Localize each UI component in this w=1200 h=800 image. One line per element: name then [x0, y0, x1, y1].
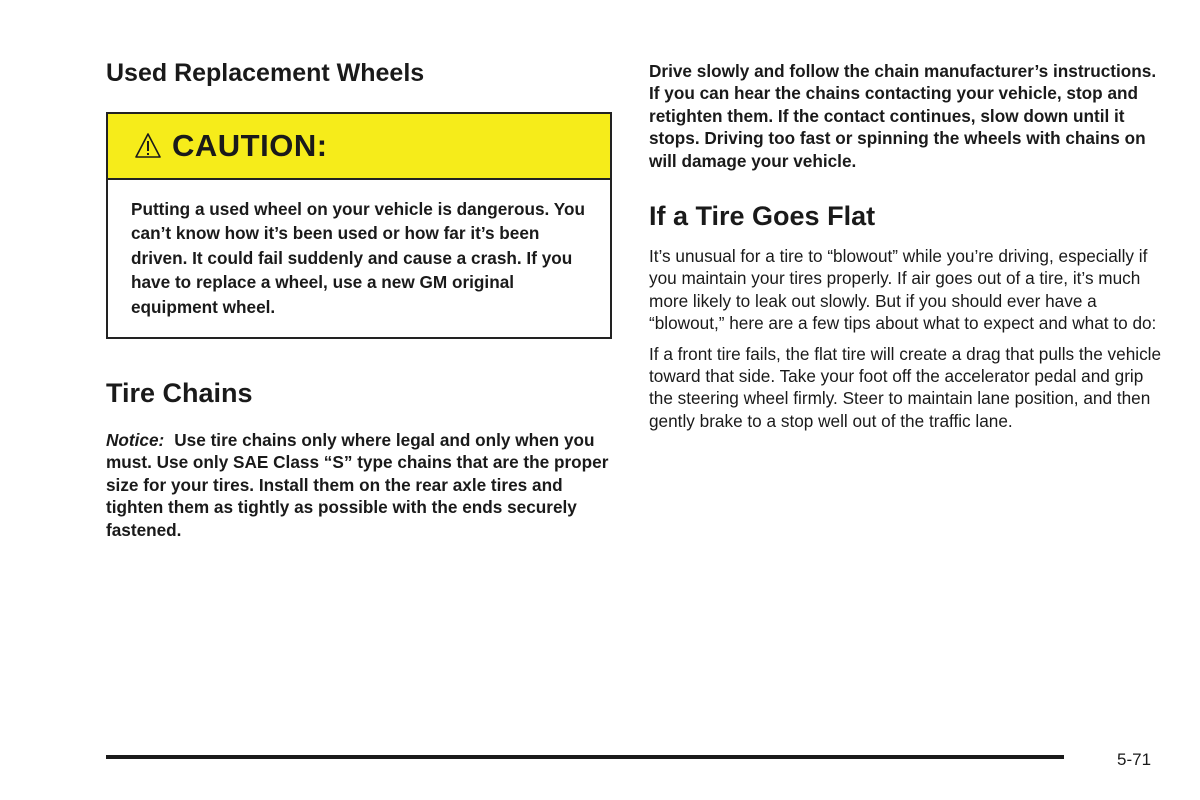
left-column	[106, 58, 612, 558]
section-heading-used-replacement-wheels: Used Replacement Wheels	[106, 59, 425, 87]
right-column	[649, 60, 1164, 432]
notice-paragraph	[106, 429, 612, 541]
footer-rule	[106, 755, 1064, 759]
notice-label: Notice:	[106, 430, 165, 451]
page-number: 5-71	[1117, 750, 1152, 769]
flat-tire-paragraph-1: It’s unusual for a tire to “blowout” while you’re driving, especially if you maintain your tires properly. If air goes out of a tire, it’s much more likely to leak out slowly. But if you should ever have a “blowout,” here are a few tips about what to expect and what to do:	[649, 246, 1157, 334]
caution-header	[108, 114, 610, 180]
caution-title: CAUTION:	[172, 128, 328, 163]
warning-triangle-icon	[134, 132, 162, 160]
section-heading-if-a-tire-goes-flat: If a Tire Goes Flat	[649, 201, 876, 232]
notice-continued-text: Drive slowly and follow the chain manufacturer’s instructions. If you can hear the chains contacting your vehicle, stop and retighten them. If the contact continues, slow down until it stops. Driving too fast or spinning the wheels with chains on will damage your vehicle.	[649, 61, 1157, 171]
caution-text: Putting a used wheel on your vehicle is dangerous. You can’t know how it’s been used or how far it’s been driven. It could fail suddenly and cause a crash. If you have to replace a wheel, use a new GM original equipment wheel.	[131, 199, 585, 317]
flat-tire-paragraph-2: If a front tire fails, the flat tire will create a drag that pulls the vehicle toward that side. Take your foot off the accelerator pedal and grip the steering wheel firmly. Steer to maintain lane position, and then gently brake to a stop well out of the traffic lane.	[649, 343, 1162, 431]
section-heading-tire-chains: Tire Chains	[106, 378, 253, 409]
caution-box	[106, 112, 612, 339]
notice-text: Use tire chains only where legal and only when you must. Use only SAE Class “S” type chains that are the proper size for your tires. Install them on the rear axle tires and tighten them as tightly as possible with the ends securely fastened.	[106, 430, 609, 540]
